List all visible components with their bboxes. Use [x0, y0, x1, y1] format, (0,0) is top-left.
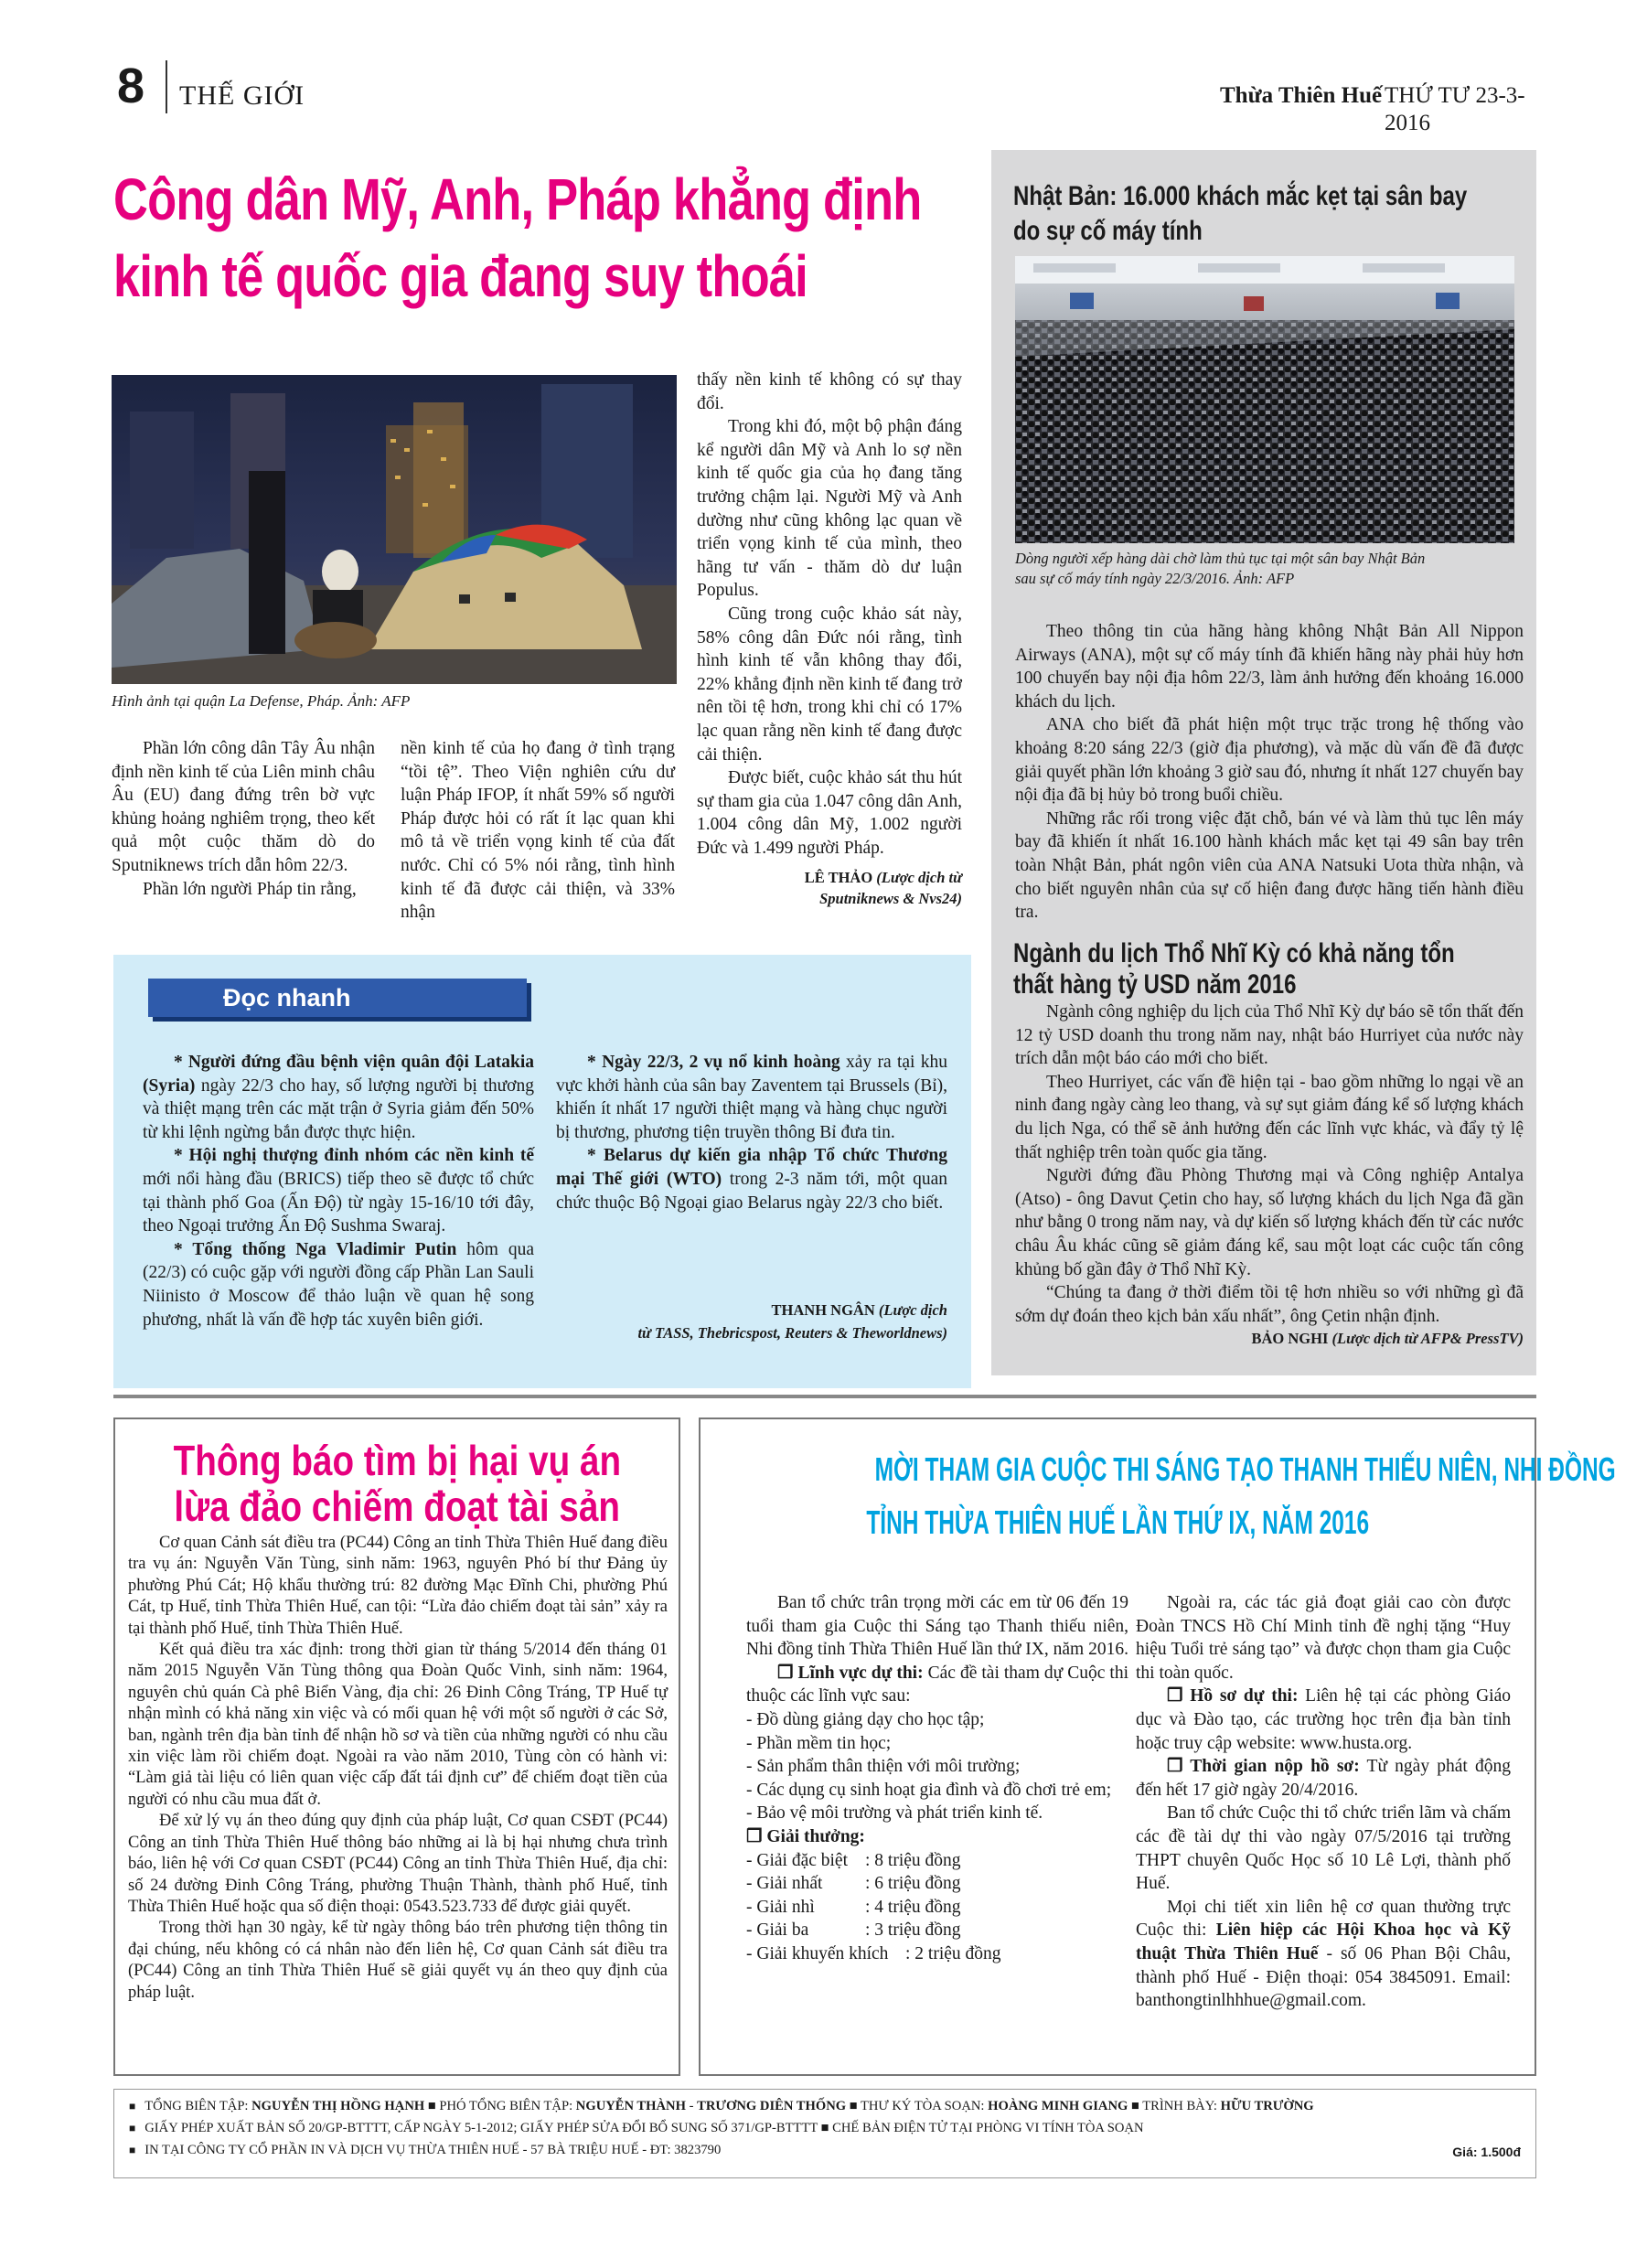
section-divider: [113, 1395, 1536, 1398]
layout-name: HỮU TRƯỜNG: [1220, 2099, 1314, 2113]
turkey-p4: “Chúng ta đang ở thời điểm tồi tệ hơn nhiều so với những gì đã sớm dự đoán theo kịch bản xấu nhất”, ông Çetin nhận định.: [1015, 1283, 1524, 1326]
deputy-name-1: NGUYỄN THÀNH: [575, 2099, 686, 2113]
contest-prize-label: [746, 1825, 1128, 1849]
bullet-icon: ■: [129, 2122, 136, 2134]
quick-read-col2: [556, 1051, 947, 1214]
notice-box: [113, 1418, 680, 2076]
prize-name: - Giải nhất: [746, 1874, 823, 1894]
turkey-p3: Người đứng đầu Phòng Thương mại và Công nghiệp Antalya (Atso) - ông Davut Çetin cho hay, số lượng khách du lịch Nga đã gần như bằng 0 trong năm nay, và dự kiến số lượng khách đến từ các nước châu Âu khác cũng sẽ giảm đáng kể, sau một loạt các cuộc tấn công khủng bố gần đây ở Thổ Nhĩ Kỳ.: [1015, 1166, 1524, 1279]
contest-title-line2: TỈNH THỪA THIÊN HUẾ LẦN THỨ IX, NĂM 2016: [866, 1503, 1369, 1541]
contest-deadline-label: ❒ Thời gian nộp hồ sơ:: [1167, 1757, 1360, 1777]
contest-field-text: Các đề tài tham dự Cuộc thi thuộc các lĩnh vực sau:: [746, 1663, 1129, 1706]
quick-item-1: [143, 1051, 534, 1144]
contest-deadline: [1136, 1755, 1511, 1802]
japan-p2: ANA cho biết đã phát hiện một trục trặc trong hệ thống vào khoảng 8:20 sáng 22/3 (giờ địa phương), và mặc dù vấn đề đã được giải quyết phần lớn khoảng 3 giờ sau đó, nhưng ít nhất 127 chuyến bay nội địa đã bị hủy bỏ trong buổi chiều.: [1015, 715, 1524, 806]
turkey-headline-line2: thất hàng tỷ USD năm 2016: [1013, 969, 1297, 1000]
main-col3-p4: Được biết, cuộc khảo sát thu hút sự tham gia của 1.047 công dân Anh, 1.004 công dân Mỹ, 1.002 người Đức và 1.499 người Pháp.: [697, 768, 962, 858]
contest-title: [701, 1443, 1616, 1549]
notice-title: [115, 1438, 679, 1529]
prize-value: : 6 triệu đồng: [865, 1874, 961, 1894]
quick-item-3-text: hôm qua (22/3) có cuộc gặp với người đồng cấp Phần Lan Sauli Niinisto ở Moscow để thảo luận về quan hệ song phương, nhất là vấn đề hợp tác xuyên biên giới.: [143, 1239, 534, 1330]
japan-body: [1015, 620, 1524, 925]
quick-item-3-bold: * Tổng thống Nga Vladimir Putin: [174, 1239, 457, 1259]
contest-intro: Ban tổ chức trân trọng mời các em từ 06 đến 19 tuổi tham gia Cuộc thi Sáng tạo Thanh thiếu niên, Nhi đồng tỉnh Thừa Thiên Huế lần thứ IX, năm 2016.: [746, 1593, 1128, 1660]
quick-read-label: Đọc nhanh: [223, 984, 351, 1011]
notice-title-line1: Thông báo tìm bị hại vụ án: [173, 1437, 621, 1484]
prize-row: [746, 1872, 1128, 1896]
contest-field-1: - Đồ dùng giảng dạy cho học tập;: [746, 1709, 985, 1729]
quick-read-source-2: từ TASS, Thebricspost, Reuters & Theworldnews): [637, 1324, 947, 1342]
japan-p1: Theo thông tin của hãng hàng không Nhật Bản All Nippon Airways (ANA), một sự cố máy tính đã khiến hãng này phải hủy hơn 100 chuyến bay nội địa hôm 22/3, làm ảnh hưởng đến khoảng 16.000 khách du lịch.: [1015, 622, 1524, 711]
main-col3-p3: Cũng trong cuộc khảo sát này, 58% công dân Đức nói rằng, tình hình kinh tế vẫn không thay đổi, 22% khẳng định nền kinh tế đang trở nên tồi tệ hơn, trong khi chỉ có 17% lạc quan rằng nền kinh tế đang được cải thiện.: [697, 604, 962, 765]
quick-item-4-text: xảy ra tại khu vực khởi hành của sân bay Zaventem tại Brussels (Bỉ), khiến ít nhất 17 người thiệt mạng và hàng chục người bị thương, phương tiện truyền thông Bỉ đưa tin.: [556, 1053, 947, 1142]
airport-caption-line2: sau sự cố máy tính ngày 22/3/2016. Ảnh: AFP: [1015, 570, 1295, 587]
quick-item-1-bold: * Người đứng đầu bệnh viện quân đội Latakia (Syria): [143, 1053, 534, 1096]
airport-caption: [1015, 549, 1527, 589]
quick-item-5-text: trong 2-3 năm tới, một quan chức thuộc Bộ Ngoại giao Belarus ngày 22/3 cho biết.: [556, 1169, 947, 1213]
contest-contact-pre: Mọi chi tiết xin liên hệ cơ quan thường trực Cuộc thi:: [1136, 1897, 1511, 1941]
main-col3-p1: thấy nền kinh tế không có sự thay đổi.: [697, 370, 962, 413]
footer-masthead: [113, 2089, 1536, 2178]
main-col1-p2: Phần lớn người Pháp tin rằng,: [143, 879, 357, 899]
turkey-credit: [1015, 1328, 1524, 1350]
secretary-name: HOÀNG MINH GIANG: [988, 2099, 1128, 2113]
main-col3: [697, 369, 962, 909]
header-divider: [166, 60, 167, 113]
notice-p3: Để xử lý vụ án theo đúng quy định của pháp luật, Cơ quan CSĐT (PC44) Công an tỉnh Thừa Thiên Huế thông báo những ai là bị hại nhưng chưa trình báo, liên hệ với Cơ quan CSĐT (PC44) Công an tỉnh Thừa Thiên Huế, địa chỉ: số 24 đường Đinh Công Tráng, phường Thuận Thành, thành phố Huế, tỉnh Thừa Thiên Huế hoặc qua số điện thoại: 0543.523.733 để được giải quyết.: [128, 1812, 668, 1916]
quick-read-credit: [556, 1299, 947, 1344]
prize-value: : 2 triệu đồng: [905, 1943, 1001, 1963]
license-text: GIẤY PHÉP XUẤT BẢN SỐ 20/GP-BTTTT, CẤP NGÀY 5-1-2012; GIẤY PHÉP SỬA ĐỔI BỔ SUNG SỐ 371/GP-BTTTT ■ CHẾ BẢN ĐIỆN TỬ TẠI PHÒNG VI TÍNH TÒA SOẠN: [144, 2121, 1144, 2135]
deputy-label: ■ PHÓ TỔNG BIÊN TẬP:: [424, 2099, 576, 2113]
turkey-source: (Lược dịch từ AFP& PressTV): [1332, 1330, 1524, 1348]
notice-p1: Cơ quan Cảnh sát điều tra (PC44) Công an tỉnh Thừa Thiên Huế đang điều tra vụ án: Nguyễn Văn Tùng, sinh năm: 1963, nguyên Phó bí thư Đảng ủy phường Phú Cát; Hộ khẩu thường trú: 82 đường Mạc Đĩnh Chi, phường Phú Cát, tp Huế, tỉnh Thừa Thiên Huế, can tội: “Lừa đảo chiếm đoạt tài sản” xảy ra tại thành phố Huế, tỉnh Thừa Thiên Huế.: [128, 1534, 668, 1638]
contest-field: [746, 1662, 1128, 1708]
printer-text: IN TẠI CÔNG TY CỔ PHẦN IN VÀ DỊCH VỤ THỪA THIÊN HUẾ - 57 BÀ TRIỆU HUẾ - ĐT: 3823790: [144, 2143, 722, 2157]
japan-headline-line1: Nhật Bản: 16.000 khách mắc kẹt tại sân bay: [1013, 181, 1468, 211]
quick-read-box: [113, 955, 971, 1388]
contest-dossier-label: ❒ Hồ sơ dự thi:: [1167, 1686, 1299, 1706]
editor-name: NGUYỄN THỊ HỒNG HẠNH: [251, 2099, 425, 2113]
prize-name: - Giải nhì: [746, 1897, 815, 1917]
paper-name: Thừa Thiên Huế: [1220, 83, 1383, 108]
contest-title-line1: MỜI THAM GIA CUỘC THI SÁNG TẠO THANH THIẾU NIÊN, NHI ĐỒNG: [874, 1450, 1616, 1488]
contest-other-prizes: Ngoài ra, các tác giả đoạt giải cao còn được Đoàn TNCS Hồ Chí Minh tỉnh đề nghị tặng “Huy hiệu Tuổi trẻ sáng tạo” và được chọn tham gia Cuộc thi toàn quốc.: [1136, 1593, 1511, 1683]
footer-line1: [129, 2095, 1314, 2117]
contest-box: [699, 1418, 1616, 2076]
price-label: Giá: 1.500đ: [1452, 2145, 1521, 2159]
main-headline-line1: Công dân Mỹ, Anh, Pháp khẳng định: [113, 166, 922, 232]
footer-line3: [129, 2139, 721, 2161]
layout-label: ■ TRÌNH BÀY:: [1128, 2099, 1221, 2113]
quick-item-4: [556, 1051, 947, 1144]
notice-p4: Trong thời hạn 30 ngày, kể từ ngày thông báo trên phương tiện thông tin đại chúng, nếu không có cá nhân nào đến liên hệ, Cơ quan Cảnh sát điều tra (PC44) Công an tỉnh Thừa Thiên Huế sẽ giải quyết vụ án theo quy định của pháp luật.: [128, 1919, 668, 2002]
turkey-p1: Ngành công nghiệp du lịch của Thổ Nhĩ Kỳ dự báo sẽ tổn thất đến 12 tỷ USD doanh thu trong năm nay, nhật báo Hurriyet của nước này trích dẫn một báo cáo mới cho biết.: [1015, 1002, 1524, 1069]
quick-item-1-text: ngày 22/3 cho hay, số lượng người bị thương và thiệt mạng trên các mặt trận ở Syria giảm đến 50% từ khi lệnh ngừng bắn được thực hiện.: [143, 1075, 534, 1142]
bullet-icon: ■: [129, 2144, 136, 2156]
contest-col2: [1136, 1591, 1511, 2013]
contest-field-3: - Sản phẩm thân thiện với môi trường;: [746, 1757, 1021, 1777]
contest-field-label: ❒ Lĩnh vực dự thi:: [777, 1663, 924, 1683]
secretary-label: ■ THƯ KÝ TÒA SOẠN:: [846, 2099, 989, 2113]
la-defense-caption: Hình ảnh tại quận La Defense, Pháp. Ảnh: AFP: [112, 692, 411, 710]
notice-body: [128, 1533, 668, 2004]
page-number: 8: [117, 59, 145, 113]
prize-value: : 3 triệu đồng: [865, 1920, 961, 1941]
prize-value: : 4 triệu đồng: [865, 1897, 961, 1917]
bullet-icon: ■: [129, 2100, 136, 2113]
contest-deadline-text: Từ ngày phát động đến hết 17 giờ ngày 20/4/2016.: [1136, 1757, 1511, 1800]
main-source-1: (Lược dịch từ: [876, 869, 962, 887]
main-byline: LÊ THẢO: [804, 869, 873, 887]
main-col2: [401, 737, 675, 925]
contest-exhibition: Ban tổ chức Cuộc thi tổ chức triển lãm và chấm các đề tài dự thi vào ngày 07/5/2016 tại trường THPT chuyên Quốc Học số 10 Lê Lợi, thành phố Huế.: [1136, 1803, 1511, 1894]
contest-field-4: - Các dụng cụ sinh hoạt gia đình và đồ chơi trẻ em;: [746, 1780, 1112, 1800]
prize-value: : 8 triệu đồng: [865, 1850, 961, 1870]
prize-name: - Giải đặc biệt: [746, 1850, 848, 1870]
world-briefs-box: [991, 150, 1536, 1375]
quick-item-2: [143, 1144, 534, 1237]
main-credit: [697, 867, 962, 909]
turkey-body: [1015, 1000, 1524, 1350]
contest-field-5: - Bảo vệ môi trường và phát triển kinh tế.: [746, 1803, 1043, 1824]
quick-read-source-1: (Lược dịch: [878, 1301, 947, 1319]
main-col2-p1: nền kinh tế của họ đang ở tình trạng “tồi tệ”. Theo Viện nghiên cứu dư luận Pháp IFOP, ít nhất 59% số người Pháp được hỏi có rất ít lạc quan khi mô tả về triển vọng kinh tế của đất nước. Chỉ có 5% nói rằng, tình hình kinh tế đã được cải thiện, và 33% nhận: [401, 739, 675, 923]
turkey-byline: BẢO NGHI: [1251, 1330, 1329, 1348]
quick-item-4-bold: * Ngày 22/3, 2 vụ nổ kinh hoàng: [587, 1053, 840, 1072]
main-headline: [113, 161, 922, 315]
turkey-headline: [1013, 938, 1525, 1000]
quick-item-5-bold: * Belarus dự kiến gia nhập Tổ chức Thương mại Thế giới (WTO): [556, 1146, 947, 1189]
main-headline-line2: kinh tế quốc gia đang suy thoái: [113, 243, 807, 309]
notice-p2: Kết quả điều tra xác định: trong thời gian từ tháng 5/2014 đến tháng 01 năm 2015 Nguyễn Văn Tùng thông qua Đoàn Quốc Vinh, sinh năm: 1964, nguyên chủ quán Cà phê Biển Vàng, địa chỉ: 26 Đinh Công Tráng, TP Huế tự nhận mình có khả năng xin việc và có mối quan hệ với một số người ở các Sở, ban, ngành trên địa bàn tỉnh để nhận hồ sơ và tiền của những người có nhu cầu xin việc làm rồi chiếm đoạt. Ngoài ra vào năm 2010, Tùng còn có hành vi: “Làm giả tài liệu có liên quan việc cấp đất tái định cư” để chiếm đoạt tiền của người có nhu cầu mua đất ở.: [128, 1641, 668, 1809]
quick-item-5: [556, 1144, 947, 1214]
prize-row: [746, 1919, 1128, 1942]
contest-contact-post: - số 06 Phan Bội Châu, thành phố Huế - Điện thoại: 054 3845091. Email: banthongtinlhhhue@gmail.com.: [1136, 1943, 1512, 2011]
contest-field-2: - Phần mềm tin học;: [746, 1733, 892, 1753]
prize-name: - Giải khuyến khích: [746, 1943, 889, 1963]
contest-contact-org: Liên hiệp các Hội Khoa học và Kỹ thuật Thừa Thiên Huế: [1136, 1920, 1511, 1963]
japan-p3: Những rắc rối trong việc đặt chỗ, bán vé và làm thủ tục lên máy bay đã khiến ít nhất 16.100 hành khách mắc kẹt tại 49 sân bay trên toàn Nhật Bản, phát ngôn viên của ANA Natsuki Uota thừa nhận, và cho biết nguyên nhân của sự cố hiện đang được hãng tiến hành điều tra.: [1015, 808, 1524, 923]
deputy-separator: -: [685, 2099, 698, 2113]
main-col1-p1: Phần lớn công dân Tây Âu nhận định nền kinh tế của Liên minh châu Âu (EU) đang đứng trên bờ vực khủng hoảng nghiêm trọng, theo kết quả một cuộc thăm dò do Sputniknews trích dẫn hôm 22/3.: [112, 739, 375, 875]
issue-date: THỨ TƯ 23-3-2016: [1385, 83, 1525, 135]
contest-col1: [746, 1591, 1128, 1966]
japan-headline: [1013, 179, 1525, 249]
quick-item-3: [143, 1238, 534, 1332]
quick-read-byline: THANH NGÂN: [771, 1301, 875, 1319]
prize-row: [746, 1942, 1128, 1966]
main-col3-p2: Trong khi đó, một bộ phận đáng kể người dân Mỹ và Anh lo sợ nền kinh tế quốc gia của họ đang tăng trưởng chậm lại. Người Mỹ và Anh dường như cũng không lạc quan về triển vọng kinh tế của mình, theo hãng tư vấn - thăm dò dư luận Populus.: [697, 417, 962, 601]
contest-dossier: [1136, 1685, 1511, 1755]
quick-read-col1: [143, 1051, 534, 1332]
la-defense-photo: [112, 375, 677, 684]
prize-name: - Giải ba: [746, 1920, 809, 1941]
airport-crowd-photo: [1015, 256, 1514, 543]
contest-prize-label-text: ❒ Giải thưởng:: [746, 1826, 865, 1846]
prize-row: [746, 1849, 1128, 1873]
airport-caption-line1: Dòng người xếp hàng dài chờ làm thủ tục tại một sân bay Nhật Bản: [1015, 550, 1426, 567]
main-source-2: Sputniknews & Nvs24): [819, 890, 962, 908]
main-col1: [112, 737, 375, 901]
prize-row: [746, 1896, 1128, 1920]
quick-item-2-text: mới nổi hàng đầu (BRICS) tiếp theo sẽ được tổ chức tại thành phố Goa (Ấn Độ) từ ngày 15-16/10 tới đây, theo Ngoại trưởng Ấn Độ Sushma Swaraj.: [143, 1169, 534, 1236]
contest-dossier-text: Liên hệ tại các phòng Giáo dục và Đào tạo, các trường học trên địa bàn tỉnh hoặc truy cập website: www.husta.org.: [1136, 1686, 1511, 1753]
notice-title-line2: lừa đảo chiếm đoạt tài sản: [174, 1482, 620, 1530]
editor-label: TỔNG BIÊN TẬP:: [144, 2099, 252, 2113]
japan-headline-line2: do sự cố máy tính: [1013, 216, 1203, 246]
quick-item-2-bold: * Hội nghị thượng đỉnh nhóm các nền kinh tế: [174, 1146, 534, 1166]
footer-line2: [129, 2117, 1144, 2139]
contest-contact: [1136, 1896, 1511, 2013]
deputy-name-2: TRƯƠNG DIÊN THỐNG: [697, 2099, 847, 2113]
turkey-p2: Theo Hurriyet, các vấn đề hiện tại - bao gồm những lo ngại về an ninh đang ngày càng leo thang, và sự sụt giảm đáng kể số lượng khách du lịch Nga, có thể sẽ ảnh hưởng đến các lĩnh vực khác, và đẩy tỷ lệ thất nghiệp trên toàn quốc gia tăng.: [1015, 1072, 1524, 1162]
section-name: THẾ GIỚI: [179, 80, 305, 111]
turkey-headline-line1: Ngành du lịch Thổ Nhĩ Kỳ có khả năng tổn: [1013, 938, 1455, 968]
page-header: [117, 57, 1531, 135]
